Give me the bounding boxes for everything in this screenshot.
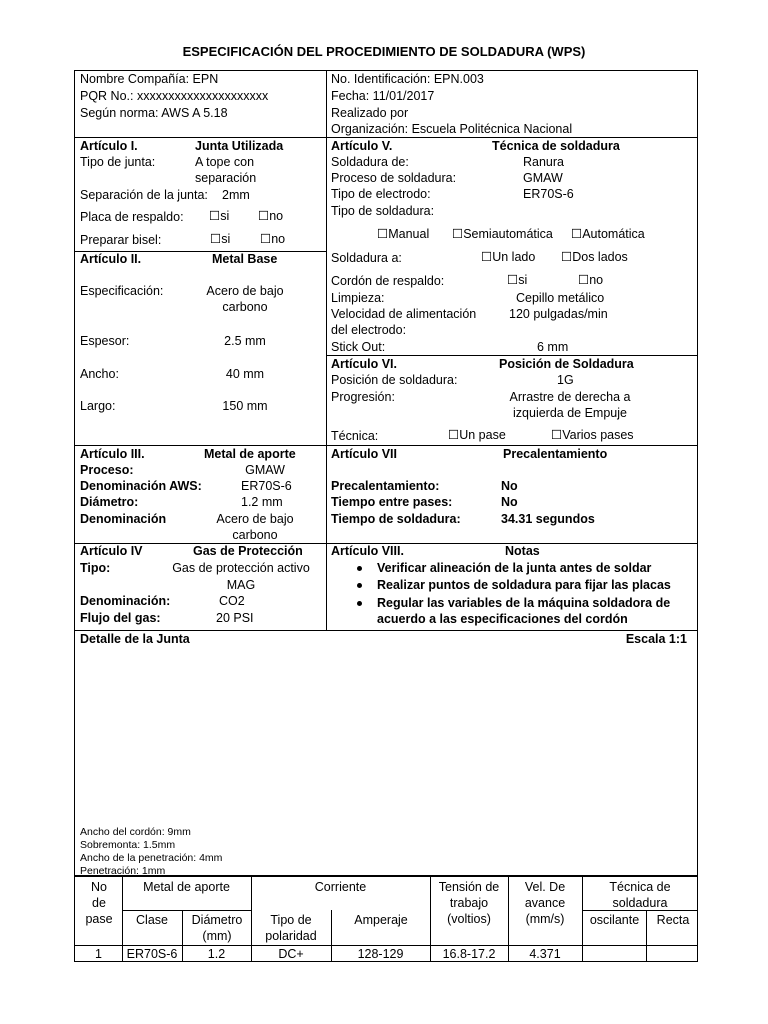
separacion-value: 2mm: [222, 188, 250, 202]
cell-clase: ER70S-6: [126, 947, 178, 961]
placa-si-checkbox[interactable]: ☐ si: [209, 208, 229, 224]
art6-subtitle: Posición de Soldadura: [499, 357, 634, 371]
tiempo-pases-value: No: [501, 495, 518, 509]
col-header-tecnica: Técnica de soldadura: [609, 880, 671, 910]
denominacion-label: Denominación: [80, 512, 167, 526]
detalle-title: Detalle de la Junta: [80, 632, 190, 646]
proceso-soldadura-label: Proceso de soldadura:: [331, 171, 457, 185]
tipo-electrodo-value: ER70S-6: [523, 187, 574, 201]
escala-label: Escala 1:1: [625, 632, 687, 646]
ancho-cordon: Ancho del cordón: 9mm: [80, 826, 191, 838]
sobremonta: Sobremonta: 1.5mm: [80, 839, 176, 851]
penetracion: Penetración: 1mm: [80, 865, 166, 876]
velocidad-label-2: del electrodo:: [331, 323, 407, 337]
espesor-label: Espesor:: [80, 334, 130, 348]
tipo-electrodo-label: Tipo de electrodo:: [331, 187, 431, 201]
art2-title: Artículo II.: [80, 252, 142, 266]
manual-checkbox[interactable]: ☐ Manual: [377, 226, 429, 242]
pass-table: [74, 876, 698, 962]
art5-subtitle: Técnica de soldadura: [492, 139, 620, 153]
note-item: acuerdo a las especificaciones del cordón: [377, 612, 628, 626]
diametro-label: Diámetro:: [80, 495, 139, 509]
col-header-metal-aporte: Metal de aporte: [143, 880, 230, 894]
note-bullet: [357, 566, 362, 571]
gas-tipo-value-2: MAG: [226, 578, 256, 592]
cordon-no-checkbox[interactable]: ☐ no: [578, 272, 603, 288]
proceso-label: Proceso:: [80, 463, 134, 477]
un-pase-checkbox[interactable]: ☐ Un pase: [448, 427, 506, 443]
art6-title: Artículo VI.: [331, 357, 397, 371]
gas-denominacion-value: CO2: [219, 594, 245, 608]
flujo-gas-label: Flujo del gas:: [80, 611, 161, 625]
note-bullet: [357, 583, 362, 588]
col-header-polaridad: Tipo de polaridad: [265, 913, 317, 943]
velocidad-label: Velocidad de alimentación: [331, 307, 477, 321]
tipo-soldadura-label: Tipo de soldadura:: [331, 204, 435, 218]
art3-title: Artículo III.: [80, 447, 145, 461]
col-header-no-pase: No de pase: [85, 880, 113, 926]
note-item: Regular las variables de la máquina soldadora de: [377, 596, 671, 610]
soldadura-de-value: Ranura: [523, 155, 564, 169]
velocidad-value: 120 pulgadas/min: [509, 307, 608, 321]
tipo-junta-value-2: separación: [195, 171, 257, 185]
cordon-si-checkbox[interactable]: ☐ si: [507, 272, 527, 288]
note-bullet: [357, 601, 362, 606]
col-header-velocidad: Vel. De avance (mm/s): [524, 880, 566, 926]
separacion-label: Separación de la junta:: [80, 188, 208, 202]
cell-amperaje: 128-129: [357, 947, 404, 961]
automatica-checkbox[interactable]: ☐ Automática: [571, 226, 645, 242]
norma: Según norma: AWS A 5.18: [80, 106, 228, 120]
cell-diametro: 1.2: [207, 947, 226, 961]
cell-velocidad: 4.371: [529, 947, 561, 961]
tiempo-soldadura-value: 34.31 segundos: [501, 512, 595, 526]
especificacion-value: Acero de bajo: [206, 284, 284, 298]
art2-subtitle: Metal Base: [212, 252, 278, 266]
company-name: Nombre Compañía: EPN: [80, 72, 219, 86]
art1-subtitle: Junta Utilizada: [195, 139, 284, 153]
tipo-junta-label: Tipo de junta:: [80, 155, 156, 169]
stick-out-label: Stick Out:: [331, 340, 386, 354]
date: Fecha: 11/01/2017: [331, 89, 435, 103]
gas-tipo-label: Tipo:: [80, 561, 111, 575]
denominacion-aws-value: ER70S-6: [241, 479, 292, 493]
progresion-value-2: izquierda de Empuje: [513, 406, 627, 420]
realizado-por: Realizado por: [331, 106, 409, 120]
semiautomatica-checkbox[interactable]: ☐ Semiautomática: [452, 226, 553, 242]
cell-tension: 16.8-17.2: [442, 947, 496, 961]
col-header-oscilante: oscilante: [589, 913, 640, 927]
col-header-amperaje: Amperaje: [354, 913, 408, 927]
tiempo-pases-label: Tiempo entre pases:: [331, 495, 453, 509]
espesor-value: 2.5 mm: [224, 334, 266, 348]
limpieza-label: Limpieza:: [331, 291, 385, 305]
divider: [122, 910, 251, 911]
ancho-value: 40 mm: [225, 367, 265, 381]
progresion-label: Progresión:: [331, 390, 395, 404]
gas-tipo-value: Gas de protección activo: [172, 561, 310, 575]
flujo-gas-value: 20 PSI: [216, 611, 254, 625]
art7-subtitle: Precalentamiento: [503, 447, 608, 461]
art1-title: Artículo I.: [80, 139, 138, 153]
denominacion-value-2: carbono: [232, 528, 278, 542]
col-header-tension: Tensión de trabajo (voltios): [438, 880, 500, 926]
bisel-si-checkbox[interactable]: ☐ si: [210, 231, 230, 247]
identification-number: No. Identificación: EPN.003: [331, 72, 484, 86]
cell-polaridad: DC+: [278, 947, 304, 961]
un-lado-checkbox[interactable]: ☐ Un lado: [481, 249, 535, 265]
art8-title: Artículo VIII.: [331, 544, 404, 558]
largo-label: Largo:: [80, 399, 116, 413]
placa-respaldo-label: Placa de respaldo:: [80, 210, 184, 224]
col-header-clase: Clase: [136, 913, 168, 927]
note-item: Verificar alineación de la junta antes de soldar: [377, 561, 652, 575]
wps-form: [74, 70, 698, 876]
denominacion-value: Acero de bajo: [216, 512, 294, 526]
col-header-diametro: Diámetro (mm): [191, 913, 243, 943]
especificacion-value-2: carbono: [222, 300, 268, 314]
varios-pases-checkbox[interactable]: ☐ Varios pases: [551, 427, 634, 443]
soldadura-de-label: Soldadura de:: [331, 155, 409, 169]
posicion-label: Posición de soldadura:: [331, 373, 458, 387]
gas-denominacion-label: Denominación:: [80, 594, 171, 608]
art5-title: Artículo V.: [331, 139, 393, 153]
progresion-value: Arrastre de derecha a: [509, 390, 631, 404]
col-header-corriente: Corriente: [314, 880, 367, 894]
art7-title: Artículo VII: [331, 447, 397, 461]
bisel-no-checkbox[interactable]: ☐ no: [260, 231, 285, 247]
column-divider: [326, 71, 327, 630]
tipo-junta-value: A tope con: [195, 155, 255, 169]
precalentamiento-label: Precalentamiento:: [331, 479, 440, 493]
limpieza-value: Cepillo metálico: [516, 291, 605, 305]
proceso-value: GMAW: [245, 463, 285, 477]
posicion-value: 1G: [557, 373, 574, 387]
proceso-soldadura-value: GMAW: [523, 171, 563, 185]
art8-subtitle: Notas: [505, 544, 540, 558]
art4-title: Artículo IV: [80, 544, 143, 558]
cordon-respaldo-label: Cordón de respaldo:: [331, 274, 445, 288]
tecnica-label: Técnica:: [331, 429, 379, 443]
denominacion-aws-label: Denominación AWS:: [80, 479, 202, 493]
pqr-number: PQR No.: xxxxxxxxxxxxxxxxxxxxx: [80, 89, 269, 103]
organization: Organización: Escuela Politécnica Nacional: [331, 122, 573, 136]
cell-no-pase: 1: [95, 947, 102, 961]
art4-subtitle: Gas de Protección: [193, 544, 303, 558]
largo-value: 150 mm: [222, 399, 268, 413]
diametro-value: 1.2 mm: [241, 495, 283, 509]
art3-subtitle: Metal de aporte: [204, 447, 296, 461]
soldadura-a-label: Soldadura a:: [331, 251, 402, 265]
bisel-label: Preparar bisel:: [80, 233, 162, 247]
document-title: ESPECIFICACIÓN DEL PROCEDIMIENTO DE SOLDADURA (WPS): [182, 44, 586, 59]
col-header-recta: Recta: [656, 913, 690, 927]
placa-no-checkbox[interactable]: ☐ no: [258, 208, 283, 224]
stick-out-value: 6 mm: [537, 340, 569, 354]
ancho-label: Ancho:: [80, 367, 119, 381]
tiempo-soldadura-label: Tiempo de soldadura:: [331, 512, 461, 526]
dos-lados-checkbox[interactable]: ☐ Dos lados: [561, 249, 628, 265]
especificacion-label: Especificación:: [80, 284, 164, 298]
ancho-penetracion: Ancho de la penetración: 4mm: [80, 852, 223, 864]
note-item: Realizar puntos de soldadura para fijar las placas: [377, 578, 671, 592]
precalentamiento-value: No: [501, 479, 518, 493]
